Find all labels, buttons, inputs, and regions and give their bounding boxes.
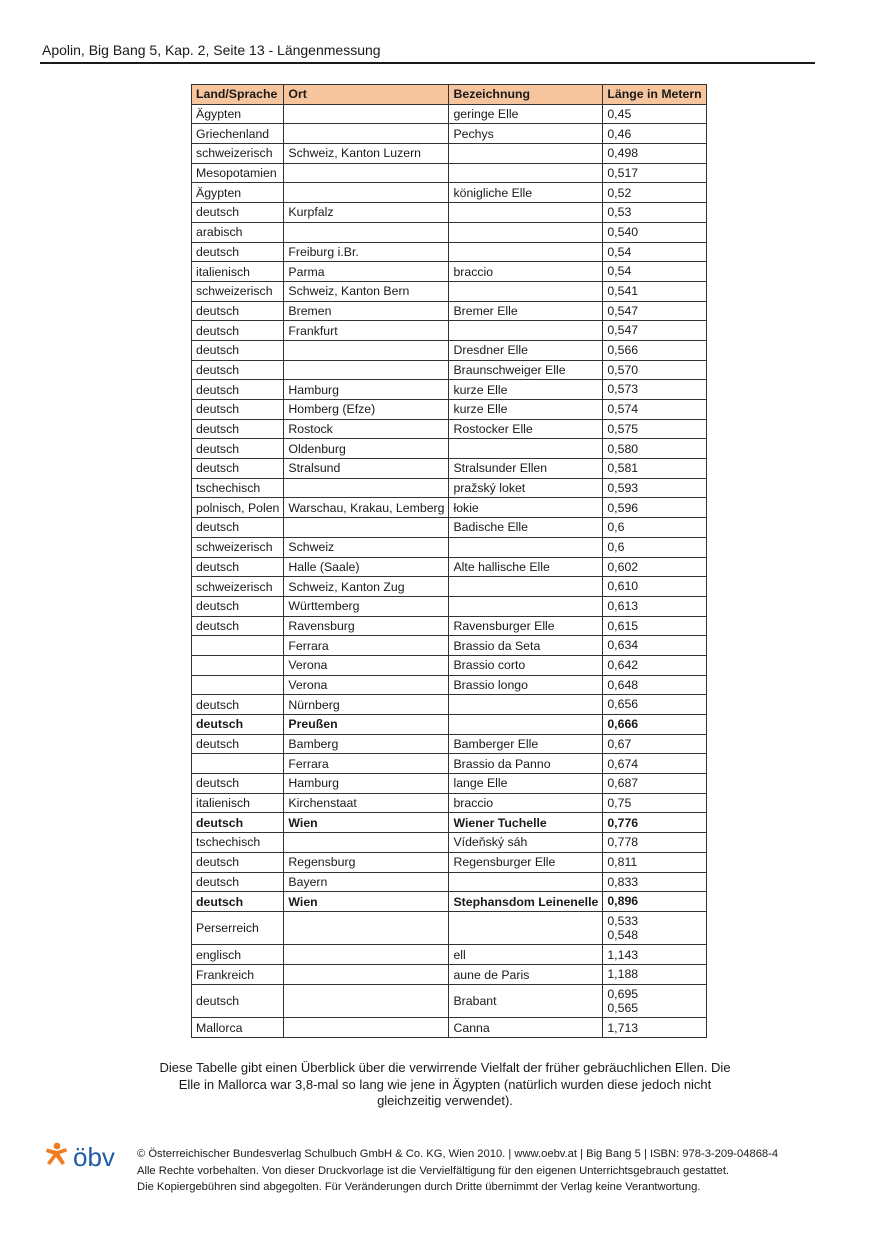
cell-laenge bbox=[603, 695, 706, 715]
laenge-value: 0,575 bbox=[607, 421, 639, 436]
cell-ort bbox=[284, 222, 449, 242]
cell-bezeichnung: Braunschweiger Elle bbox=[449, 360, 603, 380]
cell-land bbox=[192, 675, 284, 695]
cell-laenge bbox=[603, 537, 706, 557]
cell-bezeichnung: ell bbox=[449, 945, 603, 965]
laenge-value: 0,634 bbox=[607, 638, 639, 653]
cell-laenge bbox=[603, 242, 706, 262]
table-row bbox=[192, 400, 707, 420]
laenge-value: 0,648 bbox=[607, 677, 639, 692]
cell-bezeichnung bbox=[449, 281, 603, 301]
table-row bbox=[192, 965, 707, 985]
column-header-ort: Ort bbox=[284, 85, 449, 105]
cell-laenge bbox=[603, 163, 706, 183]
cell-land: Ägypten bbox=[192, 104, 284, 124]
laenge-value: 0,580 bbox=[607, 441, 639, 456]
table-row bbox=[192, 518, 707, 538]
cell-bezeichnung: Badische Elle bbox=[449, 518, 603, 538]
table-row bbox=[192, 439, 707, 459]
cell-ort: Rostock bbox=[284, 419, 449, 439]
cell-land: deutsch bbox=[192, 715, 284, 735]
cell-land: englisch bbox=[192, 945, 284, 965]
cell-laenge bbox=[603, 439, 706, 459]
cell-ort bbox=[284, 1018, 449, 1038]
cell-bezeichnung: geringe Elle bbox=[449, 104, 603, 124]
cell-laenge bbox=[603, 557, 706, 577]
laenge-value: 0,811 bbox=[607, 854, 638, 869]
table-row bbox=[192, 281, 707, 301]
cell-land: italienisch bbox=[192, 262, 284, 282]
table-row bbox=[192, 557, 707, 577]
cell-bezeichnung: Brassio da Panno bbox=[449, 754, 603, 774]
cell-laenge bbox=[603, 360, 706, 380]
cell-laenge bbox=[603, 478, 706, 498]
cell-land: schweizerisch bbox=[192, 577, 284, 597]
table-row bbox=[192, 419, 707, 439]
logo-burst-icon bbox=[46, 1143, 67, 1165]
cell-ort: Freiburg i.Br. bbox=[284, 242, 449, 262]
cell-land: deutsch bbox=[192, 301, 284, 321]
cell-laenge bbox=[603, 911, 706, 945]
cell-bezeichnung bbox=[449, 596, 603, 616]
cell-land: deutsch bbox=[192, 813, 284, 833]
cell-ort: Nürnberg bbox=[284, 695, 449, 715]
cell-laenge bbox=[603, 596, 706, 616]
cell-laenge bbox=[603, 577, 706, 597]
column-header-bezeichnung: Bezeichnung bbox=[449, 85, 603, 105]
table-row bbox=[192, 793, 707, 813]
laenge-value: 0,54 bbox=[607, 264, 632, 279]
table-row bbox=[192, 945, 707, 965]
cell-bezeichnung: kurze Elle bbox=[449, 380, 603, 400]
table-row bbox=[192, 1018, 707, 1038]
laenge-value: 0,54 bbox=[607, 244, 632, 259]
cell-land: Griechenland bbox=[192, 124, 284, 144]
cell-bezeichnung: Brassio longo bbox=[449, 675, 603, 695]
cell-ort: Verona bbox=[284, 675, 449, 695]
cell-land: tschechisch bbox=[192, 478, 284, 498]
column-header-land: Land/Sprache bbox=[192, 85, 284, 105]
cell-land: deutsch bbox=[192, 695, 284, 715]
cell-ort: Warschau, Krakau, Lemberg bbox=[284, 498, 449, 518]
cell-ort bbox=[284, 124, 449, 144]
table-row bbox=[192, 655, 707, 675]
cell-ort bbox=[284, 478, 449, 498]
cell-ort: Preußen bbox=[284, 715, 449, 735]
cell-land: deutsch bbox=[192, 419, 284, 439]
cell-laenge bbox=[603, 144, 706, 164]
cell-laenge bbox=[603, 183, 706, 203]
cell-ort: Wien bbox=[284, 892, 449, 912]
cell-bezeichnung bbox=[449, 144, 603, 164]
table-body bbox=[192, 104, 707, 1037]
cell-land: deutsch bbox=[192, 321, 284, 341]
table-row bbox=[192, 262, 707, 282]
cell-ort bbox=[284, 104, 449, 124]
cell-ort: Oldenburg bbox=[284, 439, 449, 459]
table-row bbox=[192, 360, 707, 380]
cell-laenge bbox=[603, 281, 706, 301]
cell-laenge bbox=[603, 984, 706, 1018]
cell-land: deutsch bbox=[192, 852, 284, 872]
cell-ort bbox=[284, 911, 449, 945]
cell-ort: Ferrara bbox=[284, 754, 449, 774]
laenge-value: 0,615 bbox=[607, 618, 639, 633]
cell-bezeichnung bbox=[449, 439, 603, 459]
laenge-value: 0,613 bbox=[607, 599, 639, 614]
footer-disclaimer: Die Kopiergebühren sind abgegolten. Für Veränderungen durch Dritte übernimmt der Verlag keine Verantwortung. bbox=[137, 1181, 701, 1193]
cell-laenge bbox=[603, 813, 706, 833]
cell-land: deutsch bbox=[192, 360, 284, 380]
cell-bezeichnung: königliche Elle bbox=[449, 183, 603, 203]
cell-land: deutsch bbox=[192, 203, 284, 223]
table-row bbox=[192, 321, 707, 341]
table-row bbox=[192, 144, 707, 164]
cell-bezeichnung bbox=[449, 872, 603, 892]
laenge-value: 0,547 bbox=[607, 303, 639, 318]
cell-ort bbox=[284, 340, 449, 360]
cell-ort: Homberg (Efze) bbox=[284, 400, 449, 420]
laenge-value: 0,896 bbox=[607, 894, 639, 909]
table-row bbox=[192, 636, 707, 656]
cell-land: Mesopotamien bbox=[192, 163, 284, 183]
cell-laenge bbox=[603, 518, 706, 538]
cell-ort: Schweiz, Kanton Zug bbox=[284, 577, 449, 597]
cell-ort: Hamburg bbox=[284, 380, 449, 400]
laenge-value: 0,674 bbox=[607, 756, 639, 771]
cell-land: deutsch bbox=[192, 340, 284, 360]
table-row bbox=[192, 104, 707, 124]
laenge-value: 0,541 bbox=[607, 284, 639, 299]
cell-land: deutsch bbox=[192, 984, 284, 1018]
cell-land: deutsch bbox=[192, 380, 284, 400]
cell-bezeichnung: Pechys bbox=[449, 124, 603, 144]
laenge-value: 0,67 bbox=[607, 736, 632, 751]
footer bbox=[137, 1146, 837, 1196]
cell-laenge bbox=[603, 636, 706, 656]
cell-bezeichnung: Regensburger Elle bbox=[449, 852, 603, 872]
ellen-table bbox=[191, 84, 707, 1038]
table-header-row bbox=[192, 85, 707, 105]
table-row bbox=[192, 498, 707, 518]
cell-laenge bbox=[603, 675, 706, 695]
table-row bbox=[192, 852, 707, 872]
table-row bbox=[192, 596, 707, 616]
cell-land: deutsch bbox=[192, 439, 284, 459]
cell-bezeichnung: lange Elle bbox=[449, 774, 603, 794]
cell-bezeichnung bbox=[449, 242, 603, 262]
cell-laenge bbox=[603, 734, 706, 754]
table-row bbox=[192, 242, 707, 262]
cell-laenge bbox=[603, 400, 706, 420]
laenge-value: 0,574 bbox=[607, 402, 639, 417]
cell-ort bbox=[284, 984, 449, 1018]
cell-laenge bbox=[603, 1018, 706, 1038]
cell-bezeichnung: Brabant bbox=[449, 984, 603, 1018]
cell-bezeichnung: Stephansdom Leinenelle bbox=[449, 892, 603, 912]
cell-bezeichnung bbox=[449, 911, 603, 945]
cell-laenge bbox=[603, 774, 706, 794]
laenge-value: 0,53 bbox=[607, 205, 632, 220]
laenge-value: 0,75 bbox=[607, 795, 632, 810]
cell-land: deutsch bbox=[192, 242, 284, 262]
cell-land: tschechisch bbox=[192, 833, 284, 853]
cell-bezeichnung: Ravensburger Elle bbox=[449, 616, 603, 636]
cell-ort: Ravensburg bbox=[284, 616, 449, 636]
cell-bezeichnung bbox=[449, 577, 603, 597]
cell-ort bbox=[284, 360, 449, 380]
cell-bezeichnung bbox=[449, 321, 603, 341]
footer-copyright: © Österreichischer Bundesverlag Schulbuch GmbH & Co. KG, Wien 2010. | www.oebv.at | Big Bang 5 | ISBN: 978-3-209-04868-4 bbox=[137, 1148, 779, 1160]
laenge-value: 0,533 bbox=[607, 913, 639, 928]
cell-bezeichnung bbox=[449, 537, 603, 557]
table-row bbox=[192, 340, 707, 360]
cell-ort: Kirchenstaat bbox=[284, 793, 449, 813]
cell-laenge bbox=[603, 124, 706, 144]
cell-land: schweizerisch bbox=[192, 281, 284, 301]
cell-ort: Stralsund bbox=[284, 459, 449, 479]
cell-ort: Bayern bbox=[284, 872, 449, 892]
cell-bezeichnung: braccio bbox=[449, 262, 603, 282]
cell-land: deutsch bbox=[192, 774, 284, 794]
table-row bbox=[192, 984, 707, 1018]
laenge-value: 0,6 bbox=[607, 539, 625, 554]
laenge-value: 0,6 bbox=[607, 520, 625, 535]
laenge-value: 0,565 bbox=[607, 1001, 639, 1016]
cell-ort: Württemberg bbox=[284, 596, 449, 616]
cell-ort: Schweiz, Kanton Luzern bbox=[284, 144, 449, 164]
cell-ort bbox=[284, 163, 449, 183]
table-row bbox=[192, 380, 707, 400]
laenge-value: 0,573 bbox=[607, 382, 639, 397]
cell-bezeichnung: Brassio corto bbox=[449, 655, 603, 675]
table-row bbox=[192, 459, 707, 479]
table-row bbox=[192, 813, 707, 833]
cell-laenge bbox=[603, 301, 706, 321]
cell-laenge bbox=[603, 321, 706, 341]
cell-land: deutsch bbox=[192, 518, 284, 538]
cell-bezeichnung bbox=[449, 222, 603, 242]
laenge-value: 0,593 bbox=[607, 480, 639, 495]
cell-bezeichnung: Alte hallische Elle bbox=[449, 557, 603, 577]
cell-laenge bbox=[603, 262, 706, 282]
cell-land: arabisch bbox=[192, 222, 284, 242]
laenge-value: 0,778 bbox=[607, 835, 639, 850]
cell-laenge bbox=[603, 715, 706, 735]
cell-land: schweizerisch bbox=[192, 144, 284, 164]
cell-bezeichnung: pražský loket bbox=[449, 478, 603, 498]
laenge-value: 0,570 bbox=[607, 362, 639, 377]
table-row bbox=[192, 124, 707, 144]
cell-bezeichnung: Wiener Tuchelle bbox=[449, 813, 603, 833]
table-row bbox=[192, 911, 707, 945]
cell-bezeichnung: Dresdner Elle bbox=[449, 340, 603, 360]
cell-ort bbox=[284, 945, 449, 965]
cell-ort bbox=[284, 833, 449, 853]
cell-bezeichnung bbox=[449, 695, 603, 715]
laenge-value: 0,656 bbox=[607, 697, 639, 712]
cell-bezeichnung: Stralsunder Ellen bbox=[449, 459, 603, 479]
table-row bbox=[192, 833, 707, 853]
cell-land: deutsch bbox=[192, 596, 284, 616]
cell-bezeichnung: Bamberger Elle bbox=[449, 734, 603, 754]
cell-ort: Schweiz, Kanton Bern bbox=[284, 281, 449, 301]
cell-bezeichnung: Canna bbox=[449, 1018, 603, 1038]
cell-ort: Regensburg bbox=[284, 852, 449, 872]
laenge-value: 0,581 bbox=[607, 461, 639, 476]
table-row bbox=[192, 222, 707, 242]
cell-land: deutsch bbox=[192, 400, 284, 420]
cell-ort: Verona bbox=[284, 655, 449, 675]
table-row bbox=[192, 163, 707, 183]
cell-ort: Frankfurt bbox=[284, 321, 449, 341]
laenge-value: 0,610 bbox=[607, 579, 639, 594]
table-row bbox=[192, 203, 707, 223]
cell-ort bbox=[284, 518, 449, 538]
oebv-logo bbox=[44, 1142, 124, 1172]
table-row bbox=[192, 577, 707, 597]
laenge-value: 0,566 bbox=[607, 343, 639, 358]
cell-laenge bbox=[603, 340, 706, 360]
cell-ort: Schweiz bbox=[284, 537, 449, 557]
laenge-value: 0,46 bbox=[607, 126, 632, 141]
cell-laenge bbox=[603, 892, 706, 912]
cell-bezeichnung: aune de Paris bbox=[449, 965, 603, 985]
cell-ort bbox=[284, 183, 449, 203]
cell-land: deutsch bbox=[192, 734, 284, 754]
table-row bbox=[192, 537, 707, 557]
laenge-value: 0,547 bbox=[607, 323, 639, 338]
table-row bbox=[192, 892, 707, 912]
cell-bezeichnung: łokie bbox=[449, 498, 603, 518]
laenge-value: 0,45 bbox=[607, 106, 632, 121]
cell-laenge bbox=[603, 872, 706, 892]
table-row bbox=[192, 675, 707, 695]
cell-bezeichnung: Rostocker Elle bbox=[449, 419, 603, 439]
table-row bbox=[192, 734, 707, 754]
footer-rights: Alle Rechte vorbehalten. Von dieser Druckvorlage ist die Vervielfältigung für den eigenen Unterrichtsgebrauch gestattet. bbox=[137, 1164, 730, 1177]
cell-bezeichnung: braccio bbox=[449, 793, 603, 813]
table-row bbox=[192, 774, 707, 794]
cell-laenge bbox=[603, 380, 706, 400]
cell-land bbox=[192, 655, 284, 675]
table-row bbox=[192, 754, 707, 774]
laenge-value: 0,695 bbox=[607, 986, 639, 1001]
cell-laenge bbox=[603, 616, 706, 636]
cell-bezeichnung: kurze Elle bbox=[449, 400, 603, 420]
cell-land: deutsch bbox=[192, 892, 284, 912]
cell-land: Mallorca bbox=[192, 1018, 284, 1038]
laenge-value: 1,143 bbox=[607, 947, 639, 962]
cell-bezeichnung: Brassio da Seta bbox=[449, 636, 603, 656]
cell-ort: Ferrara bbox=[284, 636, 449, 656]
laenge-value: 0,833 bbox=[607, 874, 639, 889]
laenge-value: 0,540 bbox=[607, 224, 639, 239]
laenge-value: 0,596 bbox=[607, 500, 639, 515]
cell-laenge bbox=[603, 655, 706, 675]
cell-ort: Bremen bbox=[284, 301, 449, 321]
cell-land bbox=[192, 636, 284, 656]
laenge-value: 0,776 bbox=[607, 815, 639, 830]
logo-wordmark: öbv bbox=[73, 1142, 115, 1172]
table-row bbox=[192, 695, 707, 715]
cell-land: deutsch bbox=[192, 557, 284, 577]
cell-laenge bbox=[603, 203, 706, 223]
cell-land bbox=[192, 754, 284, 774]
cell-bezeichnung: Bremer Elle bbox=[449, 301, 603, 321]
laenge-value: 1,188 bbox=[607, 967, 639, 982]
cell-bezeichnung bbox=[449, 203, 603, 223]
cell-land: Ägypten bbox=[192, 183, 284, 203]
laenge-value: 0,666 bbox=[607, 717, 639, 732]
cell-ort: Halle (Saale) bbox=[284, 557, 449, 577]
cell-ort: Kurpfalz bbox=[284, 203, 449, 223]
cell-ort: Wien bbox=[284, 813, 449, 833]
cell-land: deutsch bbox=[192, 616, 284, 636]
cell-ort: Parma bbox=[284, 262, 449, 282]
cell-land: deutsch bbox=[192, 872, 284, 892]
laenge-value: 0,602 bbox=[607, 559, 639, 574]
cell-ort: Hamburg bbox=[284, 774, 449, 794]
cell-bezeichnung bbox=[449, 163, 603, 183]
laenge-value: 0,498 bbox=[607, 146, 639, 161]
cell-laenge bbox=[603, 104, 706, 124]
table-row bbox=[192, 478, 707, 498]
cell-ort: Bamberg bbox=[284, 734, 449, 754]
cell-laenge bbox=[603, 419, 706, 439]
table-row bbox=[192, 183, 707, 203]
column-header-laenge: Länge in Metern bbox=[603, 85, 706, 105]
table-row bbox=[192, 715, 707, 735]
cell-laenge bbox=[603, 498, 706, 518]
page-header: Apolin, Big Bang 5, Kap. 2, Seite 13 - Längenmessung bbox=[42, 42, 381, 58]
ellen-table-wrapper bbox=[191, 84, 707, 1038]
cell-land: schweizerisch bbox=[192, 537, 284, 557]
laenge-value: 0,517 bbox=[607, 165, 639, 180]
laenge-value: 0,548 bbox=[607, 928, 639, 943]
laenge-value: 0,687 bbox=[607, 776, 639, 791]
table-row bbox=[192, 872, 707, 892]
cell-land: deutsch bbox=[192, 459, 284, 479]
table-row bbox=[192, 616, 707, 636]
cell-bezeichnung bbox=[449, 715, 603, 735]
cell-ort bbox=[284, 965, 449, 985]
cell-land: polnisch, Polen bbox=[192, 498, 284, 518]
cell-laenge bbox=[603, 833, 706, 853]
laenge-value: 0,52 bbox=[607, 185, 632, 200]
cell-land: Perserreich bbox=[192, 911, 284, 945]
cell-laenge bbox=[603, 965, 706, 985]
cell-laenge bbox=[603, 945, 706, 965]
cell-land: italienisch bbox=[192, 793, 284, 813]
header-rule bbox=[40, 62, 815, 64]
cell-laenge bbox=[603, 459, 706, 479]
cell-laenge bbox=[603, 793, 706, 813]
cell-land: Frankreich bbox=[192, 965, 284, 985]
cell-laenge bbox=[603, 852, 706, 872]
table-row bbox=[192, 301, 707, 321]
cell-laenge bbox=[603, 754, 706, 774]
laenge-value: 1,713 bbox=[607, 1020, 639, 1035]
cell-laenge bbox=[603, 222, 706, 242]
laenge-value: 0,642 bbox=[607, 658, 639, 673]
table-caption: Diese Tabelle gibt einen Überblick über die verwirrende Vielfalt der früher gebräuchlichen Ellen. Die Elle in Mallorca war 3,8-mal so lang wie jene in Ägypten (natürlich wurden diese jedoch nicht gleichzeitig verwendet). bbox=[159, 1060, 731, 1108]
cell-bezeichnung: Vídeňský sáh bbox=[449, 833, 603, 853]
